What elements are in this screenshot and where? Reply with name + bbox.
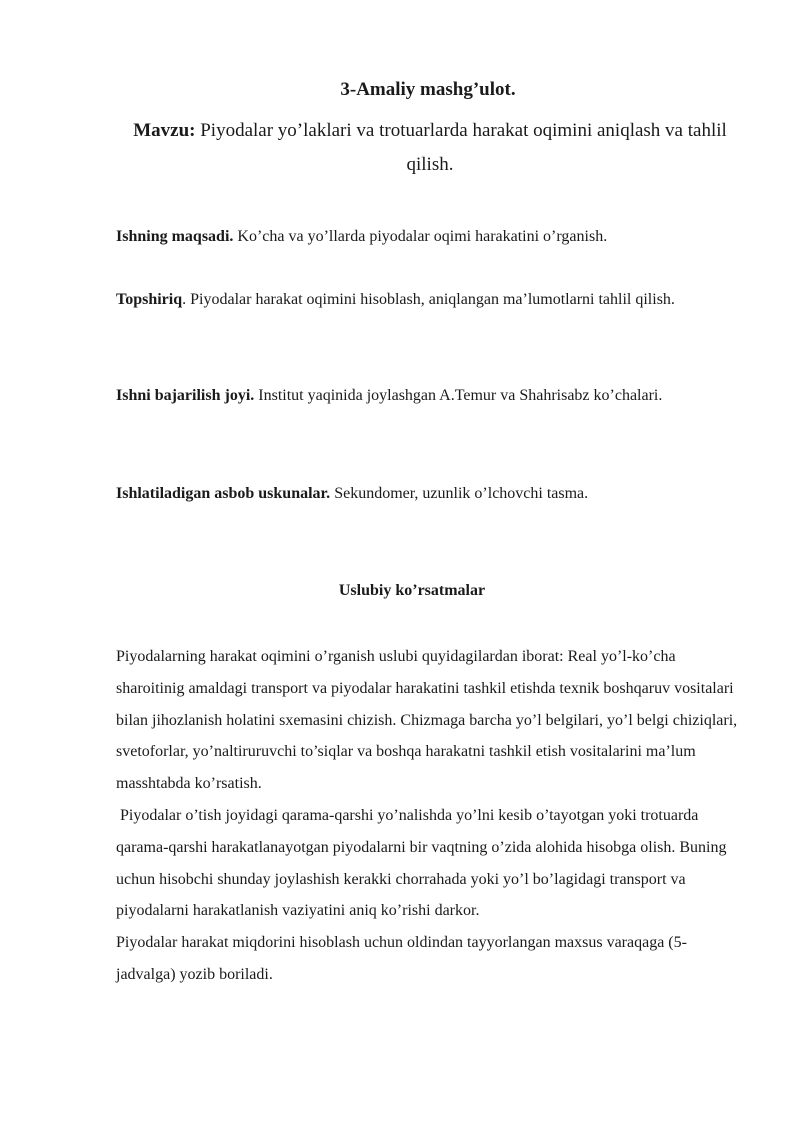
location-text: Institut yaqinida joylashgan A.Temur va Shahrisabz ko’chalari. [254,387,663,404]
body-paragraph-3: Piyodalar harakat miqdorini hisoblash uchun oldindan tayyorlangan maxsus varaqaga (5-jadvalga) yozib boriladi. [116,934,687,983]
topic-label: Mavzu: [133,120,196,141]
methodology-body [116,641,746,991]
topic-line [110,114,750,182]
equipment-label: Ishlatiladigan asbob uskunalar. [116,485,331,502]
document-title: 3-Amaliy mashg’ulot. [340,79,516,100]
equipment-paragraph [116,478,736,510]
body-paragraph-2: Piyodalar o’tish joyidagi qarama-qarshi yo’nalishda yo’lni kesib o’tayotgan yoki trotuarda qarama-qarshi harakatlanayotgan piyodalarni bir vaqtning o’zida alohida hisobga olish. Buning uchun hisobchi shunday joylashish kerakki chorrahada yoki yo’l bo’lagidagi transport va piyodalarni harakatlanish vaziyatini aniq ko’rishi darkor. [116,806,731,920]
body-paragraph-1: Piyodalarning harakat oqimini o’rganish uslubi quyidagilardan iborat: Real yo’l-ko’cha sharoitinig amaldagi transport va piyodalar harakatini tashkil etishda texnik boshqaruv vositalari bilan jihozlanish holatini sxemasini chizish. Chizmaga barcha yo’l belgilari, yo’l belgi chiziqlari, svetoforlar, yo’naltiruruvchi to’siqlar va boshqa harakatni tashkil etish vositalarini ma’lum masshtabda ko’rsatish. [116,648,738,793]
purpose-label: Ishning maqsadi. [116,228,234,245]
equipment-text: Sekundomer, uzunlik o’lchovchi tasma. [330,485,589,502]
location-paragraph [116,380,736,412]
purpose-text: Ko’cha va yo’llarda piyodalar oqimi harakatini o’rganish. [233,228,608,245]
task-text: . Piyodalar harakat oqimini hisoblash, aniqlangan ma’lumotlarni tahlil qilish. [182,291,675,308]
methodology-heading: Uslubiy ko’rsatmalar [338,582,486,599]
location-label: Ishni bajarilish joyi. [116,387,255,404]
purpose-paragraph [116,221,736,253]
topic-text: Piyodalar yo’laklari va trotuarlarda harakat oqimini aniqlash va tahlil qilish. [195,120,727,175]
task-paragraph [116,284,736,316]
task-label: Topshiriq [116,291,183,308]
